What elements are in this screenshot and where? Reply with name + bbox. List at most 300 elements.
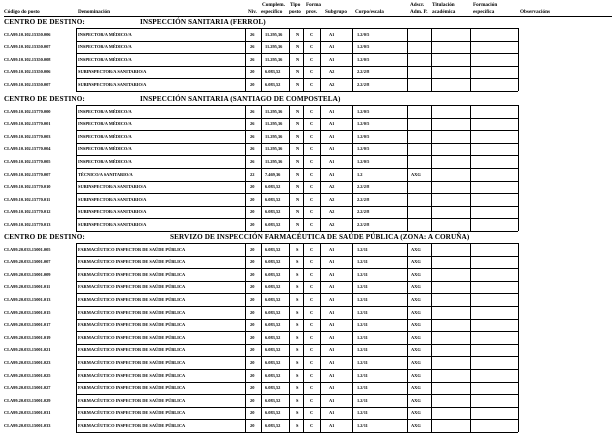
cell-denominacion: FARMACÉUTICO INSPECTOR DE SAÚDE PÚBLICA <box>78 360 186 365</box>
cell-corpo: 2.2/2/8 <box>357 209 370 215</box>
cell-tipo: S <box>296 410 299 416</box>
cell-codigo: CI.A99.20.033.15001.021 <box>4 347 51 353</box>
cell-forma: C <box>310 297 314 302</box>
header-codigo: Código do posto <box>4 9 40 15</box>
cell-corpo: 1.2/0/5 <box>357 133 370 139</box>
cell-forma: C <box>310 31 314 37</box>
cell-adscr: AXG <box>411 423 421 428</box>
cell-adscr: AXG <box>411 309 421 315</box>
cell-forma: C <box>310 423 314 428</box>
cell-denominacion: SUBINSPECTOR/A SANITARIO/A <box>78 184 147 190</box>
cell-complem: 6.083,52 <box>265 196 281 202</box>
cell-tipo: S <box>296 259 299 265</box>
cell-subgrupo: A1 <box>329 360 335 365</box>
cell-codigo: CI.A99.10.102.15350.007 <box>4 44 51 50</box>
cell-forma: C <box>310 334 314 340</box>
cell-corpo: 2.2/2/8 <box>357 69 370 75</box>
cell-denominacion: FARMACÉUTICO INSPECTOR DE SAÚDE PÚBLICA <box>78 410 186 416</box>
cell-niv: 20 <box>250 222 255 227</box>
cell-denominacion: FARMACÉUTICO INSPECTOR DE SAÚDE PÚBLICA <box>78 347 186 353</box>
cell-adscr: AXG <box>411 347 421 353</box>
cell-niv: 26 <box>250 31 255 37</box>
table-row <box>0 369 615 382</box>
cell-corpo: 1.2/0/5 <box>357 159 370 164</box>
table-row <box>0 78 615 91</box>
cell-complem: 6.083,52 <box>265 222 281 227</box>
cell-denominacion: INSPECTOR/A MÉDICO/A <box>78 108 132 114</box>
cell-corpo: 1.2 <box>357 171 363 177</box>
cell-corpo: 1.2/11 <box>357 246 368 252</box>
cell-tipo: S <box>296 284 299 290</box>
cell-complem: 11.295,36 <box>265 44 283 50</box>
cell-complem: 6.083,52 <box>265 360 281 365</box>
table-row <box>0 130 615 143</box>
cell-complem: 11.295,36 <box>265 108 283 114</box>
header-forma-2: prov. <box>306 9 318 15</box>
cell-codigo: CI.A99.10.102.15770.013 <box>4 222 51 227</box>
cell-corpo: 2.2/2/8 <box>357 196 370 202</box>
cell-subgrupo: A2 <box>329 209 335 215</box>
section-name: INSPECCIÓN SANITARIA (SANTIAGO DE COMPOSTELA) <box>140 95 341 103</box>
row-divider <box>76 91 518 92</box>
cell-subgrupo: A1 <box>329 31 335 37</box>
table-row <box>0 65 615 78</box>
cell-tipo: N <box>296 209 300 215</box>
cell-adscr: AXG <box>411 372 421 378</box>
cell-complem: 6.083,52 <box>265 69 281 75</box>
cell-forma: C <box>310 322 314 328</box>
cell-niv: 20 <box>250 259 255 265</box>
cell-denominacion: INSPECTOR/A MÉDICO/A <box>78 133 132 139</box>
table-row <box>0 53 615 66</box>
cell-corpo: 1.2/11 <box>357 271 368 277</box>
cell-subgrupo: A1 <box>329 347 335 353</box>
cell-forma: C <box>310 69 314 75</box>
header-complem-2: específico <box>261 9 283 15</box>
table-row <box>0 243 615 256</box>
cell-codigo: CI.A99.10.102.15770.012 <box>4 209 51 215</box>
cell-niv: 20 <box>250 184 255 190</box>
cell-subgrupo: A1 <box>329 309 335 315</box>
cell-forma: C <box>310 108 314 114</box>
cell-tipo: N <box>296 31 300 37</box>
table-row <box>0 268 615 281</box>
cell-complem: 7.469,36 <box>265 171 281 177</box>
cell-corpo: 1.2/11 <box>357 309 368 315</box>
cell-niv: 26 <box>250 121 255 127</box>
cell-corpo: 1.2/11 <box>357 347 368 353</box>
cell-niv: 20 <box>250 82 255 87</box>
cell-tipo: N <box>296 222 300 227</box>
cell-niv: 26 <box>250 159 255 164</box>
cell-subgrupo: A1 <box>329 133 335 139</box>
cell-subgrupo: A1 <box>329 146 335 152</box>
table-row <box>0 293 615 306</box>
table-row <box>0 105 615 118</box>
row-divider <box>76 432 518 433</box>
cell-complem: 6.083,52 <box>265 347 281 353</box>
cell-codigo: CI.A99.10.102.15770.010 <box>4 184 51 190</box>
cell-forma: C <box>310 146 314 152</box>
section-name: SERVIZO DE INSPECCIÓN FARMACÉUTICA DE SAÚDE PÚBLICA (ZONA: A CORUÑA) <box>170 233 470 241</box>
cell-codigo: CI.A99.20.033.15001.019 <box>4 334 51 340</box>
cell-complem: 6.083,52 <box>265 309 281 315</box>
cell-forma: C <box>310 196 314 202</box>
cell-subgrupo: A2 <box>329 69 335 75</box>
cell-subgrupo: A1 <box>329 56 335 62</box>
cell-subgrupo: A2 <box>329 222 335 227</box>
cell-niv: 20 <box>250 397 255 403</box>
cell-adscr: AXG <box>411 397 421 403</box>
cell-adscr: AXG <box>411 360 421 365</box>
cell-niv: 26 <box>250 56 255 62</box>
header-titulacion-1: Titulación <box>432 2 455 8</box>
cell-complem: 11.295,36 <box>265 133 283 139</box>
cell-denominacion: INSPECTOR/A MÉDICO/A <box>78 44 132 50</box>
cell-tipo: N <box>296 184 300 190</box>
cell-subgrupo: A1 <box>329 372 335 378</box>
cell-subgrupo: A2 <box>329 82 335 87</box>
cell-subgrupo: A1 <box>329 171 335 177</box>
cell-tipo: N <box>296 121 300 127</box>
header-denominacion: Denominación <box>78 9 110 15</box>
cell-forma: C <box>310 133 314 139</box>
cell-tipo: N <box>296 56 300 62</box>
cell-adscr: AXG <box>411 246 421 252</box>
cell-subgrupo: A2 <box>329 196 335 202</box>
cell-tipo: S <box>296 309 299 315</box>
section-label: CENTRO DE DESTINO: <box>4 233 85 241</box>
cell-niv: 20 <box>250 322 255 328</box>
cell-subgrupo: A1 <box>329 397 335 403</box>
cell-denominacion: SUBINSPECTOR/A SANITARIO/A <box>78 82 147 87</box>
cell-tipo: S <box>296 360 299 365</box>
header-formacion-2: específica <box>473 9 495 15</box>
cell-adscr: AXG <box>411 297 421 302</box>
cell-tipo: N <box>296 159 300 164</box>
cell-codigo: CI.A99.20.033.15001.009 <box>4 271 51 277</box>
header-subgrupo: Subgrupo <box>325 9 347 15</box>
cell-niv: 26 <box>250 108 255 114</box>
table-row <box>0 356 615 369</box>
cell-corpo: 1.2/11 <box>357 372 368 378</box>
cell-codigo: CI.A99.10.102.15350.007 <box>4 82 51 87</box>
cell-corpo: 1.2/0/5 <box>357 121 370 127</box>
section-name: INSPECCIÓN SANITARIA (FERROL) <box>140 18 266 26</box>
cell-corpo: 1.2/11 <box>357 259 368 265</box>
cell-denominacion: FARMACÉUTICO INSPECTOR DE SAÚDE PÚBLICA <box>78 297 186 302</box>
cell-denominacion: INSPECTOR/A MÉDICO/A <box>78 31 132 37</box>
cell-tipo: S <box>296 397 299 403</box>
cell-codigo: CI.A99.10.102.15350.006 <box>4 31 51 37</box>
table-row <box>0 331 615 344</box>
cell-subgrupo: A1 <box>329 322 335 328</box>
header-niv: Niv. <box>248 9 257 15</box>
cell-niv: 20 <box>250 423 255 428</box>
table-row <box>0 205 615 218</box>
cell-forma: C <box>310 246 314 252</box>
cell-codigo: CI.A99.10.102.15350.008 <box>4 56 51 62</box>
cell-complem: 6.083,52 <box>265 423 281 428</box>
cell-tipo: S <box>296 385 299 391</box>
table-row <box>0 343 615 356</box>
cell-tipo: S <box>296 334 299 340</box>
cell-denominacion: FARMACÉUTICO INSPECTOR DE SAÚDE PÚBLICA <box>78 397 186 403</box>
cell-complem: 6.083,52 <box>265 372 281 378</box>
table-row <box>0 193 615 206</box>
cell-corpo: 1.2/11 <box>357 322 368 328</box>
table-row <box>0 306 615 319</box>
cell-codigo: CI.A99.10.102.15770.000 <box>4 108 51 114</box>
cell-niv: 26 <box>250 146 255 152</box>
table-row <box>0 406 615 419</box>
cell-adscr: AXG <box>411 385 421 391</box>
cell-niv: 26 <box>250 44 255 50</box>
cell-forma: C <box>310 56 314 62</box>
cell-complem: 11.295,36 <box>265 121 283 127</box>
header-forma-1: Forma <box>306 2 321 8</box>
cell-complem: 6.083,52 <box>265 397 281 403</box>
cell-codigo: CI.A99.20.033.15001.025 <box>4 372 51 378</box>
cell-corpo: 1.2/11 <box>357 397 368 403</box>
cell-denominacion: FARMACÉUTICO INSPECTOR DE SAÚDE PÚBLICA <box>78 284 186 290</box>
row-divider <box>76 231 518 232</box>
cell-forma: C <box>310 209 314 215</box>
cell-corpo: 1.2/0/5 <box>357 146 370 152</box>
cell-complem: 6.083,52 <box>265 82 281 87</box>
cell-complem: 11.295,36 <box>265 146 283 152</box>
cell-complem: 11.295,36 <box>265 31 283 37</box>
cell-corpo: 2.2/2/8 <box>357 82 370 87</box>
header-adscr-1: Adscr. <box>410 2 425 8</box>
cell-niv: 20 <box>250 309 255 315</box>
cell-complem: 6.083,52 <box>265 246 281 252</box>
cell-denominacion: SUBINSPECTOR/A SANITARIO/A <box>78 69 147 75</box>
cell-niv: 20 <box>250 297 255 302</box>
cell-corpo: 1.2/0/5 <box>357 56 370 62</box>
cell-tipo: N <box>296 133 300 139</box>
header-tipo-2: posto <box>289 9 301 15</box>
cell-niv: 20 <box>250 360 255 365</box>
cell-corpo: 1.2/11 <box>357 423 368 428</box>
cell-niv: 20 <box>250 334 255 340</box>
header-complem-1: Complem. <box>262 2 285 8</box>
cell-codigo: CI.A99.10.102.15350.006 <box>4 69 51 75</box>
cell-codigo: CI.A99.20.033.15001.005 <box>4 246 51 252</box>
cell-denominacion: INSPECTOR/A MÉDICO/A <box>78 159 132 164</box>
table-row <box>0 142 615 155</box>
cell-adscr: AXG <box>411 334 421 340</box>
cell-tipo: S <box>296 271 299 277</box>
cell-niv: 20 <box>250 410 255 416</box>
table-row <box>0 381 615 394</box>
table-row <box>0 218 615 231</box>
cell-adscr: AXG <box>411 259 421 265</box>
cell-codigo: CI.A99.20.033.15001.013 <box>4 297 51 302</box>
cell-complem: 6.083,52 <box>265 284 281 290</box>
cell-tipo: S <box>296 423 299 428</box>
cell-tipo: N <box>296 69 300 75</box>
header-adscr-2: Adm. P. <box>410 9 428 15</box>
cell-tipo: S <box>296 246 299 252</box>
cell-subgrupo: A1 <box>329 284 335 290</box>
cell-tipo: N <box>296 82 300 87</box>
cell-adscr: AXG <box>411 410 421 416</box>
cell-niv: 20 <box>250 271 255 277</box>
cell-subgrupo: A1 <box>329 44 335 50</box>
cell-forma: C <box>310 372 314 378</box>
cell-denominacion: FARMACÉUTICO INSPECTOR DE SAÚDE PÚBLICA <box>78 259 186 265</box>
table-row <box>0 394 615 407</box>
cell-niv: 20 <box>250 347 255 353</box>
cell-adscr: AXG <box>411 284 421 290</box>
cell-complem: 6.083,52 <box>265 334 281 340</box>
cell-denominacion: SUBINSPECTOR/A SANITARIO/A <box>78 196 147 202</box>
cell-forma: C <box>310 360 314 365</box>
cell-codigo: CI.A99.20.033.15001.033 <box>4 423 51 428</box>
cell-forma: C <box>310 222 314 227</box>
cell-corpo: 1.2/11 <box>357 334 368 340</box>
table-row <box>0 40 615 53</box>
cell-corpo: 1.2/11 <box>357 284 368 290</box>
cell-subgrupo: A1 <box>329 108 335 114</box>
header-formacion-1: Formación <box>473 2 498 8</box>
cell-complem: 6.083,52 <box>265 271 281 277</box>
cell-complem: 6.083,52 <box>265 297 281 302</box>
header-corpo: Corpo/escala <box>355 9 384 15</box>
cell-codigo: CI.A99.20.033.15001.031 <box>4 410 51 416</box>
cell-codigo: CI.A99.10.102.15770.007 <box>4 171 51 177</box>
cell-forma: C <box>310 159 314 164</box>
cell-subgrupo: A1 <box>329 334 335 340</box>
header-observacions: Observacións <box>520 9 550 15</box>
cell-complem: 6.083,52 <box>265 385 281 391</box>
cell-denominacion: FARMACÉUTICO INSPECTOR DE SAÚDE PÚBLICA <box>78 246 186 252</box>
cell-subgrupo: A1 <box>329 271 335 277</box>
cell-denominacion: FARMACÉUTICO INSPECTOR DE SAÚDE PÚBLICA <box>78 372 186 378</box>
cell-codigo: CI.A99.20.033.15001.015 <box>4 309 51 315</box>
cell-corpo: 2.2/2/8 <box>357 184 370 190</box>
cell-niv: 20 <box>250 372 255 378</box>
cell-forma: C <box>310 347 314 353</box>
cell-subgrupo: A2 <box>329 184 335 190</box>
cell-adscr: AXG <box>411 171 421 177</box>
table-row <box>0 280 615 293</box>
section-label: CENTRO DE DESTINO: <box>4 18 85 26</box>
cell-codigo: CI.A99.20.033.15001.029 <box>4 397 51 403</box>
cell-subgrupo: A1 <box>329 121 335 127</box>
cell-niv: 20 <box>250 69 255 75</box>
cell-denominacion: FARMACÉUTICO INSPECTOR DE SAÚDE PÚBLICA <box>78 334 186 340</box>
cell-complem: 6.083,52 <box>265 259 281 265</box>
header-tipo-1: Tipo <box>290 2 301 8</box>
cell-niv: 20 <box>250 284 255 290</box>
cell-corpo: 1.2/11 <box>357 360 368 365</box>
cell-subgrupo: A1 <box>329 259 335 265</box>
cell-codigo: CI.A99.20.033.15001.023 <box>4 360 51 365</box>
cell-corpo: 1.2/11 <box>357 297 368 302</box>
cell-niv: 22 <box>250 171 255 177</box>
cell-adscr: AXG <box>411 322 421 328</box>
cell-corpo: 1.2/0/5 <box>357 31 370 37</box>
cell-complem: 11.295,36 <box>265 56 283 62</box>
cell-tipo: S <box>296 322 299 328</box>
cell-denominacion: FARMACÉUTICO INSPECTOR DE SAÚDE PÚBLICA <box>78 322 186 328</box>
cell-codigo: CI.A99.10.102.15770.005 <box>4 159 51 164</box>
cell-niv: 26 <box>250 133 255 139</box>
cell-forma: C <box>310 284 314 290</box>
cell-forma: C <box>310 121 314 127</box>
cell-codigo: CI.A99.10.102.15770.011 <box>4 196 51 202</box>
cell-denominacion: SUBINSPECTOR/A SANITARIO/A <box>78 209 147 215</box>
cell-subgrupo: A1 <box>329 159 335 164</box>
cell-corpo: 1.2/11 <box>357 385 368 391</box>
cell-codigo: CI.A99.10.102.15770.004 <box>4 146 51 152</box>
cell-niv: 20 <box>250 209 255 215</box>
cell-complem: 6.083,52 <box>265 209 281 215</box>
cell-tipo: S <box>296 347 299 353</box>
cell-forma: C <box>310 82 314 87</box>
cell-complem: 6.083,52 <box>265 322 281 328</box>
cell-forma: C <box>310 184 314 190</box>
table-row <box>0 117 615 130</box>
header-divider <box>4 16 612 17</box>
cell-adscr: AXG <box>411 271 421 277</box>
cell-corpo: 1.2/11 <box>357 410 368 416</box>
cell-tipo: N <box>296 171 300 177</box>
cell-niv: 20 <box>250 246 255 252</box>
cell-forma: C <box>310 259 314 265</box>
cell-tipo: N <box>296 44 300 50</box>
cell-forma: C <box>310 385 314 391</box>
cell-denominacion: FARMACÉUTICO INSPECTOR DE SAÚDE PÚBLICA <box>78 385 186 391</box>
cell-niv: 20 <box>250 196 255 202</box>
cell-denominacion: FARMACÉUTICO INSPECTOR DE SAÚDE PÚBLICA <box>78 423 186 428</box>
cell-tipo: N <box>296 146 300 152</box>
table-row <box>0 419 615 432</box>
table-row <box>0 155 615 168</box>
cell-denominacion: INSPECTOR/A MÉDICO/A <box>78 146 132 152</box>
cell-forma: C <box>310 309 314 315</box>
cell-complem: 6.083,52 <box>265 410 281 416</box>
table-row <box>0 255 615 268</box>
table-row <box>0 28 615 41</box>
cell-corpo: 1.2/0/5 <box>357 44 370 50</box>
cell-denominacion: INSPECTOR/A MÉDICO/A <box>78 121 132 127</box>
section-label: CENTRO DE DESTINO: <box>4 95 85 103</box>
cell-forma: C <box>310 410 314 416</box>
cell-tipo: N <box>296 108 300 114</box>
cell-codigo: CI.A99.20.033.15001.027 <box>4 385 51 391</box>
cell-subgrupo: A1 <box>329 297 335 302</box>
cell-tipo: N <box>296 196 300 202</box>
cell-codigo: CI.A99.20.033.15001.017 <box>4 322 51 328</box>
cell-niv: 20 <box>250 385 255 391</box>
table-row <box>0 168 615 181</box>
cell-denominacion: INSPECTOR/A MÉDICO/A <box>78 56 132 62</box>
cell-denominacion: SUBINSPECTOR/A SANITARIO/A <box>78 222 147 227</box>
cell-subgrupo: A1 <box>329 423 335 428</box>
cell-complem: 11.295,36 <box>265 159 283 164</box>
cell-corpo: 1.2/0/5 <box>357 108 370 114</box>
cell-denominacion: FARMACÉUTICO INSPECTOR DE SAÚDE PÚBLICA <box>78 309 186 315</box>
cell-forma: C <box>310 44 314 50</box>
cell-codigo: CI.A99.20.033.15001.011 <box>4 284 51 290</box>
cell-codigo: CI.A99.20.033.15001.007 <box>4 259 51 265</box>
cell-codigo: CI.A99.10.102.15770.001 <box>4 121 51 127</box>
table-row <box>0 180 615 193</box>
cell-forma: C <box>310 271 314 277</box>
